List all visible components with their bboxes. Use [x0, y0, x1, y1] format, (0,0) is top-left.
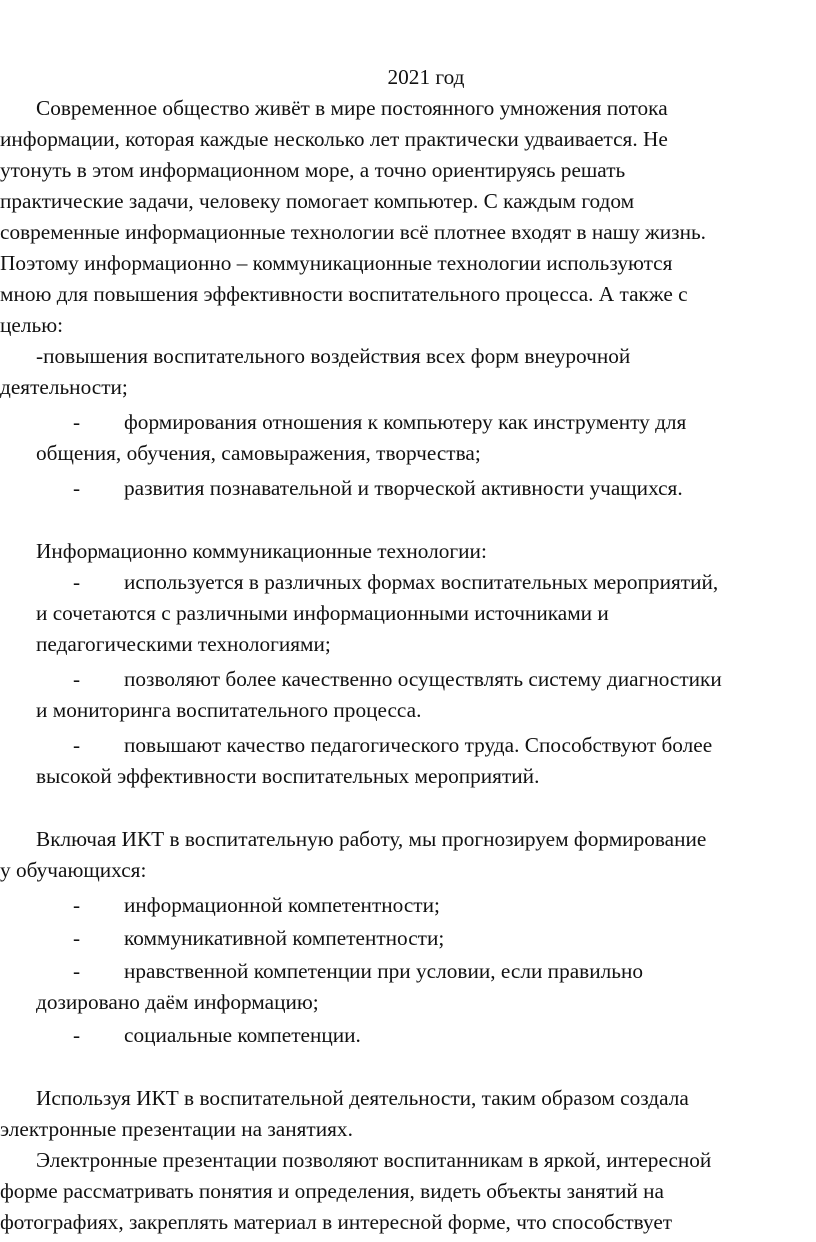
list-dash: - [73, 959, 81, 983]
list-item: информационной компетентности; [124, 893, 440, 917]
paragraph-line: информации, которая каждые несколько лет практически удваивается. Не [0, 127, 668, 151]
list-item-continuation: и мониторинга воспитательного процесса. [36, 698, 422, 722]
paragraph-line: у обучающихся: [0, 858, 147, 882]
year-heading: 2021 год [387, 65, 465, 89]
paragraph-line: форме рассматривать понятия и определения, видеть объекты занятий на [0, 1179, 664, 1203]
list-item-continuation: дозировано даём информацию; [36, 990, 319, 1014]
list-dash: - [73, 1023, 81, 1047]
goal-line: деятельности; [0, 375, 128, 399]
list-item: развития познавательной и творческой активности учащихся. [124, 476, 683, 500]
list-item-continuation: высокой эффективности воспитательных мероприятий. [36, 764, 540, 788]
paragraph-line: целью: [0, 313, 64, 337]
list-dash: - [73, 476, 81, 500]
paragraph-line: Современное общество живёт в мире постоянного умножения потока [36, 96, 668, 120]
paragraph-line: Включая ИКТ в воспитательную работу, мы прогнозируем формирование [36, 827, 707, 851]
paragraph-line: электронные презентации на занятиях. [0, 1117, 353, 1141]
list-dash: - [73, 570, 81, 594]
paragraph-line: Поэтому информационно – коммуникационные технологии используются [0, 251, 673, 275]
list-item-continuation: педагогическими технологиями; [36, 632, 331, 656]
goal-line: -повышения воспитательного воздействия всех форм внеурочной [36, 344, 631, 368]
list-item: коммуникативной компетентности; [124, 926, 445, 950]
paragraph-line: Электронные презентации позволяют воспитанникам в яркой, интересной [36, 1148, 712, 1172]
paragraph-line: Используя ИКТ в воспитательной деятельности, таким образом создала [36, 1086, 689, 1110]
list-item: используется в различных формах воспитательных мероприятий, [124, 570, 719, 594]
list-item-continuation: общения, обучения, самовыражения, творчества; [36, 441, 481, 465]
list-item: социальные компетенции. [124, 1023, 361, 1047]
paragraph-line: утонуть в этом информационном море, а точно ориентируясь решать [0, 158, 626, 182]
list-dash: - [73, 667, 81, 691]
list-item: позволяют более качественно осуществлять систему диагностики [124, 667, 722, 691]
paragraph-line: фотографиях, закреплять материал в интересной форме, что способствует [0, 1210, 673, 1234]
paragraph-line: мною для повышения эффективности воспитательного процесса. А также с [0, 282, 688, 306]
paragraph-line: современные информационные технологии всё плотнее входят в нашу жизнь. [0, 220, 706, 244]
paragraph-line: практические задачи, человеку помогает компьютер. С каждым годом [0, 189, 635, 213]
list-item: повышают качество педагогического труда. Способствуют более [124, 733, 713, 757]
list-dash: - [73, 893, 81, 917]
list-item-continuation: и сочетаются с различными информационными источниками и [36, 601, 609, 625]
list-dash: - [73, 410, 81, 434]
list-item: формирования отношения к компьютеру как инструменту для [124, 410, 687, 434]
list-dash: - [73, 733, 81, 757]
list-item: нравственной компетенции при условии, если правильно [124, 959, 644, 983]
list-dash: - [73, 926, 81, 950]
section-intro: Информационно коммуникационные технологии: [36, 539, 487, 563]
